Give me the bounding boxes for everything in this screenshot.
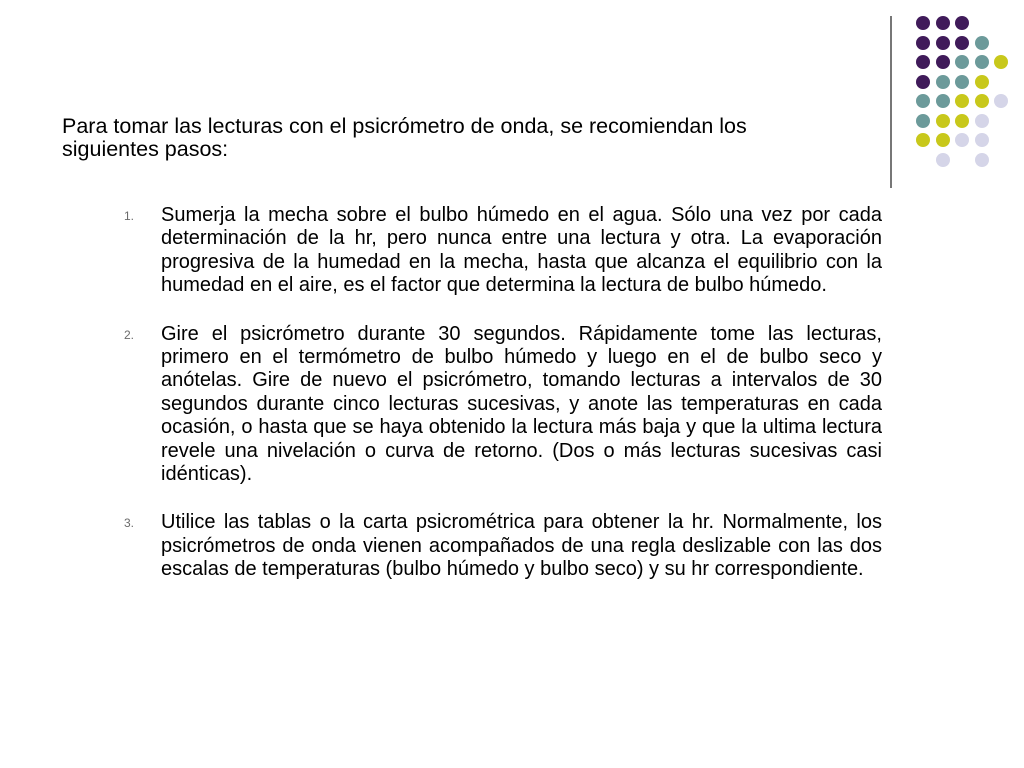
dot-purple	[916, 75, 930, 89]
dot-purple	[916, 36, 930, 50]
dot-teal	[975, 36, 989, 50]
dot-lime	[955, 94, 969, 108]
dot-lime	[994, 55, 1008, 69]
page-title: Para tomar las lecturas con el psicrómetro de onda, se recomiendan los siguientes pasos:	[62, 114, 747, 161]
dot-lavender	[975, 114, 989, 128]
dot-teal	[916, 94, 930, 108]
dot-lime	[936, 133, 950, 147]
step-number: 3.	[124, 516, 135, 531]
dot-purple	[936, 55, 950, 69]
step-text: Sumerja la mecha sobre el bulbo húmedo en el agua. Sólo una vez por cada determinación de la hr, pero nunca entre una lectura y otra. La evaporación progresiva de la humedad en la mecha, hasta que alcanza el equilibrio con la humedad en el aire, es el factor que determina la lectura de bulbo húmedo.	[161, 204, 882, 297]
dot-purple	[936, 16, 950, 30]
dot-teal	[955, 75, 969, 89]
dot-purple	[936, 36, 950, 50]
dot-purple	[916, 16, 930, 30]
list-item	[124, 323, 882, 487]
steps-list	[124, 204, 882, 582]
dot-purple	[955, 16, 969, 30]
dot-lavender	[955, 133, 969, 147]
dot-lime	[975, 75, 989, 89]
step-number: 1.	[124, 209, 135, 223]
step-text: Gire el psicrómetro durante 30 segundos. Rápidamente tome las lecturas, primero en el termómetro de bulbo húmedo y luego en el de bulbo seco y anótelas. Gire de nuevo el psicrómetro, tomando lecturas a intervalos de 30 segundos durante cinco lecturas sucesivas, y anote las temperaturas en cada ocasión, o hasta que se haya obtenido la lectura más baja y que la ultima lectura revele una nivelación o curva de retorno. (Dos o más lecturas sucesivas casi idénticas).	[161, 322, 882, 486]
list-item	[124, 511, 882, 581]
vertical-divider	[890, 16, 892, 188]
list-item	[124, 204, 882, 298]
dot-lime	[975, 94, 989, 108]
dot-lavender	[994, 94, 1008, 108]
dot-teal	[916, 114, 930, 128]
dot-teal	[975, 55, 989, 69]
step-number: 2.	[124, 327, 135, 342]
dot-lavender	[975, 153, 989, 167]
step-text: Utilice las tablas o la carta psicrométrica para obtener la hr. Normalmente, los psicrómetros de onda vienen acompañados de una regla deslizable con las dos escalas de temperaturas (bulbo húmedo y bulbo seco) y su hr correspondiente.	[161, 511, 882, 581]
dot-lime	[936, 114, 950, 128]
dot-teal	[936, 94, 950, 108]
dot-lime	[916, 133, 930, 147]
dot-lavender	[936, 153, 950, 167]
dot-purple	[955, 36, 969, 50]
dot-purple	[916, 55, 930, 69]
dot-teal	[936, 75, 950, 89]
dot-grid-decoration	[0, 0, 1024, 200]
dot-lavender	[975, 133, 989, 147]
dot-lime	[955, 114, 969, 128]
dot-teal	[955, 55, 969, 69]
